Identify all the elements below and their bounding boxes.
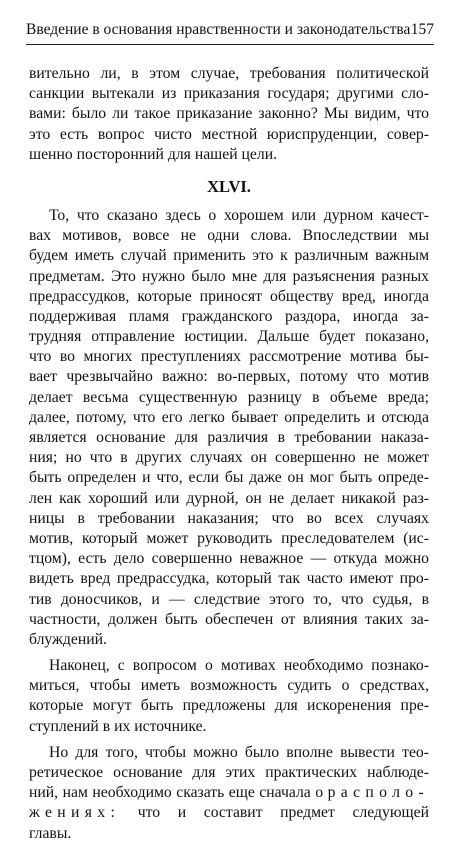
text-segment: что и составит предмет следующей — [137, 804, 429, 822]
text-line: вительно ли, в этом случае, требования политической — [29, 65, 429, 82]
text-line: ницы в требовании наказания; что во всех случаях — [29, 509, 429, 527]
text-line: главы. — [29, 824, 72, 842]
text-line: быть определен и что, если бы даже он мог быть опреде- — [29, 469, 429, 487]
body-text — [29, 64, 429, 844]
text-line: трудняя отправление юстиции. Дальше будет показано, — [29, 328, 429, 346]
text-line: будем иметь случай применить это к различным важным — [29, 247, 429, 265]
text-line: тцом), есть дело совершенно неважное — откуда можно — [29, 550, 429, 568]
paragraph-3 — [29, 743, 429, 844]
page-number: 157 — [410, 21, 434, 38]
text-line: вами: было ли такое приказание законно? Мы видим, что — [29, 105, 429, 123]
text-segment: ний, нам необходимо сказать еще сначала о — [29, 784, 324, 802]
text-line: поддерживая пламя гражданского раздора, иногда за- — [29, 307, 429, 325]
text-line: шенно посторонний для нашей цели. — [29, 145, 278, 163]
text-line: далее, потому, что его легко бывает определить и отсюда — [29, 408, 429, 426]
text-line: это есть вопрос чисто местной юриспруденции, совер- — [29, 125, 429, 143]
text-line: предметам. Это нужно было мне для разъяснения разных — [29, 267, 429, 285]
paragraph-1 — [29, 206, 429, 650]
text-line: ретическое основание для этих практических наблюде- — [29, 764, 429, 781]
text-line: ния; но что в других случаях он совершенно не может — [29, 449, 429, 467]
text-line: Но для того, чтобы можно было вполне вывести тео- — [49, 743, 429, 761]
text-line: ступлений в их источнике. — [29, 717, 207, 735]
paragraph-2 — [29, 656, 429, 737]
text-line: мотив, который может руководить преследователем (ис- — [29, 529, 429, 547]
text-line: миться, чтобы иметь возможность судить о средствах, — [29, 677, 429, 695]
text-line: вает чрезвычайно важно: во-первых, потому что мотив — [29, 368, 429, 386]
text-line — [29, 783, 429, 803]
text-line: лен как хороший или дурной, он не делает никакой раз- — [29, 489, 429, 507]
text-line: Наконец, с вопросом о мотивах необходимо познако- — [49, 657, 429, 675]
text-line: То, что сказано здесь о хорошем или дурном качест- — [49, 206, 429, 224]
text-line: тив доносчиков, и — следствие этого то, что судья, в — [29, 590, 429, 608]
running-head — [26, 20, 434, 40]
text-line: делает весьма существенную разницу в объеме вреда; — [29, 388, 429, 406]
text-line: что во многих преступлениях рассмотрение мотива бы- — [29, 348, 429, 366]
text-line: санкции вытекали из приказания государя; другими сло- — [29, 85, 429, 103]
text-line: частности, должен быть обеспечен от влияния таких за- — [29, 610, 429, 628]
text-line: является основание для различия в требовании наказа- — [29, 429, 429, 446]
text-line: которые могут быть предложены для искоренения пре- — [29, 697, 429, 715]
text-line: предрассудков, которые приносят обществу вред, иногда — [29, 287, 429, 305]
section-heading: XLVI. — [207, 176, 251, 196]
text-line — [29, 803, 429, 823]
text-line: вах мотивов, вовсе не одни слова. Впоследствии мы — [29, 227, 429, 245]
running-head-title: Введение в основания нравственности и законодательства — [26, 21, 411, 38]
spaced-word: располо- — [327, 784, 429, 802]
text-line: блуждений. — [29, 630, 107, 648]
header-rule — [26, 44, 434, 45]
paragraph-continued — [29, 64, 429, 165]
spaced-word: жениях: — [29, 804, 121, 822]
text-line: видеть вред предрассудка, который так часто имеют про- — [29, 570, 429, 588]
